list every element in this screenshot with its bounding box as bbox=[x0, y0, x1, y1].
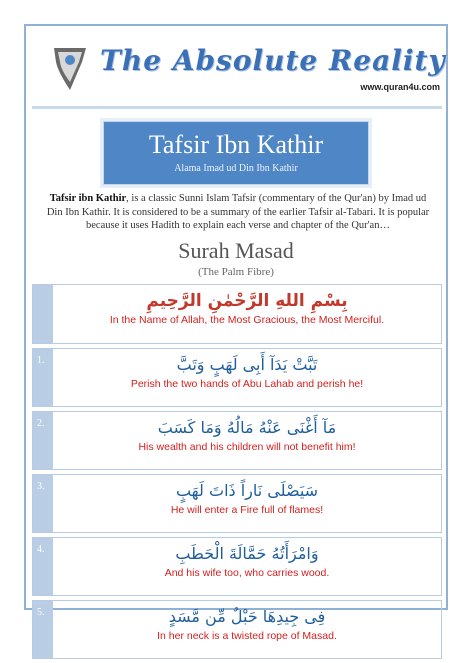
verse-translation: In the Name of Allah, the Most Gracious, the Most Merciful. bbox=[109, 314, 385, 326]
verse-row-5 bbox=[32, 600, 442, 659]
intro-bold-lead: Tafsir ibn Kathir bbox=[49, 193, 127, 204]
verse-arabic: فِى جِيدِهَا حَبْلٌ مِّن مَّسَدٍ bbox=[168, 607, 326, 626]
verse-body bbox=[53, 538, 441, 595]
verse-number: 3. bbox=[33, 475, 53, 532]
verse-row-bismillah bbox=[32, 284, 442, 344]
verse-translation: He will enter a Fire full of flames! bbox=[170, 504, 324, 516]
surah-title: Surah Masad bbox=[178, 238, 294, 263]
verse-translation: His wealth and his children will not benefit him! bbox=[138, 441, 356, 453]
verse-table bbox=[32, 284, 442, 663]
verse-body bbox=[53, 475, 441, 532]
banner-title: The Absolute Reality bbox=[100, 44, 446, 77]
verse-number: 2. bbox=[33, 412, 53, 469]
page-frame bbox=[24, 24, 448, 642]
shield-logo-icon bbox=[50, 42, 90, 92]
verse-body bbox=[53, 412, 441, 469]
verse-arabic: سَيَصْلَى نَاراً ذَاتَ لَهَبٍ bbox=[175, 481, 319, 500]
page-title: Tafsir Ibn Kathir bbox=[148, 130, 324, 159]
verse-body bbox=[53, 285, 441, 343]
verse-arabic: بِسْمِ اللهِ الرَّحْمٰنِ الرَّحِيمِ bbox=[146, 291, 348, 311]
verse-row-4 bbox=[32, 537, 442, 596]
verse-arabic: تَبَّتْ يَدَآ أَبِى لَهَبٍ وَتَبَّ bbox=[176, 355, 318, 374]
verse-body bbox=[53, 601, 441, 658]
verse-arabic: وَامْرَأَتُهُ حَمَّالَةَ الْحَطَبِ bbox=[175, 544, 319, 563]
verse-body bbox=[53, 349, 441, 406]
verse-number bbox=[33, 285, 53, 343]
verse-number: 4. bbox=[33, 538, 53, 595]
verse-row-1 bbox=[32, 348, 442, 407]
intro-paragraph bbox=[44, 192, 432, 233]
verse-arabic: مَآ أَغْنَى عَنْهُ مَالُهُ وَمَا كَسَبَ bbox=[157, 418, 337, 437]
verse-number: 1. bbox=[33, 349, 53, 406]
verse-translation: Perish the two hands of Abu Lahab and perish he! bbox=[130, 378, 364, 390]
verse-row-2 bbox=[32, 411, 442, 470]
verse-translation: And his wife too, who carries wood. bbox=[164, 567, 330, 579]
website-url[interactable]: www.quran4u.com bbox=[360, 82, 440, 92]
verse-translation: In her neck is a twisted rope of Masad. bbox=[157, 630, 337, 642]
site-banner bbox=[32, 32, 446, 109]
verse-number: 5. bbox=[33, 601, 53, 658]
author-name: Alama Imad ud Din Ibn Kathir bbox=[174, 163, 298, 174]
surah-subtitle: (The Palm Fibre) bbox=[198, 266, 274, 278]
verse-row-3 bbox=[32, 474, 442, 533]
intro-text: , is a classic Sunni Islam Tafsir (commentary of the Qur'an) by Imad ud Din Ibn Kathir. It is considered to be a summary of the earlier Tafsir al-Tabari. It is popular because it uses Hadith to explain each verse and chapter of the Qur'an… bbox=[46, 193, 430, 231]
title-box bbox=[104, 122, 368, 184]
